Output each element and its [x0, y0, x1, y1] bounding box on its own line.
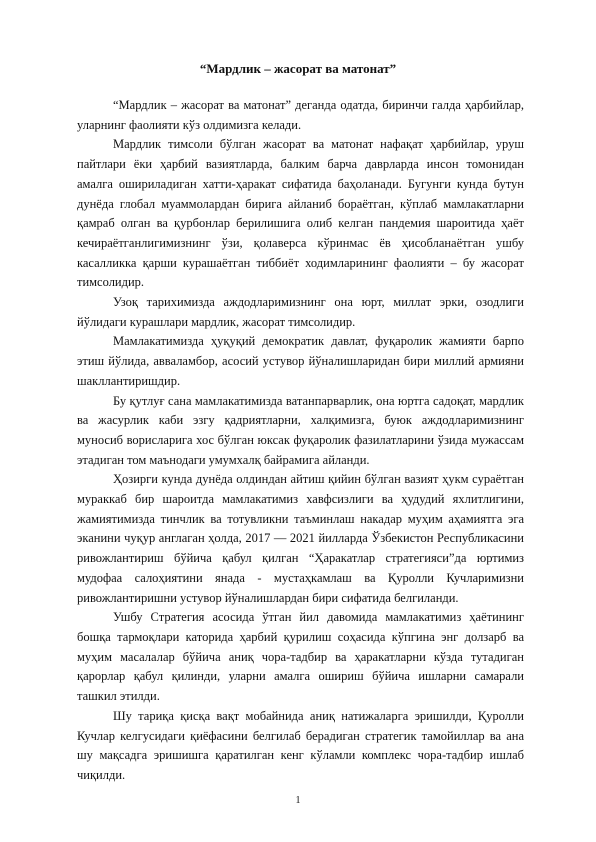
document-body: [77, 96, 524, 786]
page-number: 1: [295, 795, 301, 806]
paragraph: Мардлик тимсоли бўлган жасорат ва матонат нафақат ҳарбийлар, уруш пайтлари ёки ҳарбий вазиятларда, балким барча даврларда инсон томонидан амалга ошириладиган хатти-ҳаракат сифатида баҳоланади. Бугунги кунда бутун дунёда глобал муаммолардан бирига айланиб бораётган, кўплаб мамлакатларни қамраб олган ва қурбонлар берилишига олиб келган пандемия шароитида ҳаёт кечираётганлигимизнинг ўзи, қолаверса кўринмас ёв ҳисобланаётган ушбу касалликка қарши курашаётган тиббиёт ходимларининг фаолияти – бу жасорат тимсолидир.: [77, 137, 524, 290]
paragraph: Бу қутлуғ сана мамлакатимизда ватанпарварлик, она юртга садоқат, мардлик ва жасурлик каби эзгу қадриятларни, халқимизга, буюк аждодларимизнинг муносиб ворисларига хос бўлган юксак фуқаролик фазилатларини ўзида мужассам этадиган том маънодаги умумхалқ байрамига айланди.: [77, 393, 524, 467]
paragraph: Узоқ тарихимизда аждодларимизнинг она юрт, миллат эрки, озодлиги йўлидаги курашлари мардлик, жасорат тимсолидир.: [77, 295, 524, 329]
paragraph: Мамлакатимизда ҳуқуқий демократик давлат, фуқаролик жамияти барпо этиш йўлида, авваламбор, асосий устувор йўналишларидан бири миллий армияни шакллантиришдир.: [77, 334, 524, 388]
paragraph: “Мардлик – жасорат ва матонат” деганда одатда, биринчи галда ҳарбийлар, уларнинг фаолияти кўз олдимизга келади.: [77, 98, 524, 132]
document-title: “Мардлик – жасорат ва матонат”: [199, 61, 397, 76]
paragraph: Ҳозирги кунда дунёда олдиндан айтиш қийин бўлган вазият ҳукм сураётган мураккаб бир шароитда мамлакатимиз хавфсизлиги ва ҳудудий яхлитлигини, жамиятимизда тинчлик ва тотувликни таъминлаш накадар муҳим аҳамиятга эга эканини чуқур англаган ҳолда, 2017 — 2021 йилларда Ўзбекистон Республикасини ривожлантириш бўйича қабул қилган “Ҳаракатлар стратегияси”да юртимиз мудофаа салоҳиятини янада - мустаҳкамлаш ва Қуролли Кучларимизни ривожлантиришни устувор йўналишлардан бири сифатида белгиланди.: [77, 472, 524, 605]
paragraph: Шу тариқа қисқа вақт мобайнида аниқ натижаларга эришилди, Қуролли Кучлар келгусидаги қиёфасини белгилаб берадиган стратегик тамойиллар ва ана шу мақсадга эришишга қаратилган кенг кўламли комплекс чора-тадбир ишлаб чиқилди.: [77, 708, 524, 782]
paragraph: Ушбу Стратегия асосида ўтган йил давомида мамлакатимиз ҳаётининг бошқа тармоқлари каторида ҳарбий қурилиш соҳасида кўпгина энг долзарб ва муҳим масалалар бўйича аниқ чора-тадбир ва ҳаракатларни кўзда тутадиган қарорлар қабул қилинди, уларни амалга ошириш бўйича ишларни самарали ташкил этилди.: [77, 610, 524, 704]
